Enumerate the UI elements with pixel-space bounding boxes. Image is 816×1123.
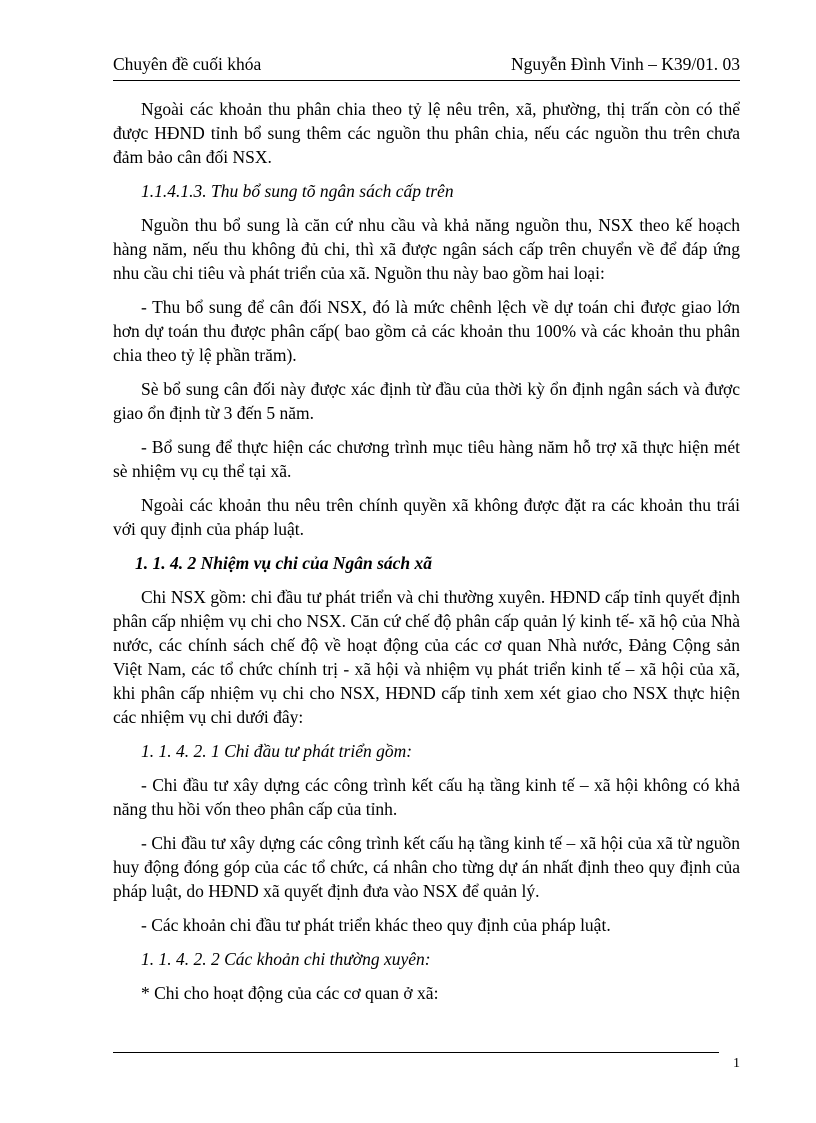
paragraph: Ngoài các khoản thu nêu trên chính quyền xã không được đặt ra các khoản thu trái với quy định của pháp luật. bbox=[113, 495, 740, 539]
section-heading: 1. 1. 4. 2. 1 Chi đầu tư phát triển gồm: bbox=[141, 741, 413, 761]
paragraph: - Các khoản chi đầu tư phát triển khác theo quy định của pháp luật. bbox=[141, 915, 611, 935]
paragraph: - Chi đầu tư xây dựng các công trình kết cấu hạ tầng kinh tế – xã hội không có khả năng thu hồi vốn theo phân cấp của tỉnh. bbox=[113, 775, 740, 819]
document-body bbox=[113, 97, 740, 1015]
paragraph: - Bổ sung để thực hiện các chương trình mục tiêu hàng năm hỗ trợ xã thực hiện mét sè nhiệm vụ cụ thể tại xã. bbox=[113, 437, 740, 481]
section-heading: 1.1.4.1.3. Thu bổ sung tõ ngân sách cấp trên bbox=[141, 181, 454, 201]
paragraph: * Chi cho hoạt động của các cơ quan ở xã: bbox=[141, 983, 439, 1003]
paragraph: Ngoài các khoản thu phân chia theo tỷ lệ nêu trên, xã, phường, thị trấn còn có thể được HĐND tỉnh bổ sung thêm các nguồn thu phân chia, nếu các nguồn thu trên chưa đảm bảo cân đối NSX. bbox=[113, 99, 740, 167]
page-number: 1 bbox=[733, 1056, 740, 1071]
section-heading: 1. 1. 4. 2. 2 Các khoản chi thường xuyên: bbox=[141, 949, 431, 969]
header-title: Chuyên đề cuối khóa bbox=[113, 54, 262, 74]
paragraph: - Thu bổ sung để cân đối NSX, đó là mức chênh lệch về dự toán chi được giao lớn hơn dự toán thu được phân cấp( bao gồm cả các khoản thu 100% và các khoản thu phân chia theo tỷ lệ phần trăm). bbox=[113, 297, 740, 365]
paragraph: Chi NSX gồm: chi đầu tư phát triển và chi thường xuyên. HĐND cấp tỉnh quyết định phân cấp nhiệm vụ chi cho NSX. Căn cứ chế độ phân cấp quản lý kinh tế- xã hộ của Nhà nước, các chính sách chế độ về hoạt động của các cơ quan Nhà nước, Đảng Cộng sản Việt Nam, các tổ chức chính trị - xã hội và nhiệm vụ phát triển kinh tế – xã hội của xã, khi phân cấp nhiệm vụ chi cho NSX, HĐND cấp tỉnh xem xét giao cho NSX thực hiện các nhiệm vụ chi dưới đây: bbox=[113, 587, 740, 727]
section-heading-bold: 1. 1. 4. 2 Nhiệm vụ chi của Ngân sách xã bbox=[135, 553, 433, 573]
paragraph: - Chi đầu tư xây dựng các công trình kết cấu hạ tầng kinh tế – xã hội của xã từ nguồn huy động đóng góp của các tổ chức, cá nhân cho từng dự án nhất định theo quy định của pháp luật, do HĐND xã quyết định đưa vào NSX để quản lý. bbox=[113, 833, 740, 901]
paragraph: Nguồn thu bổ sung là căn cứ nhu cầu và khả năng nguồn thu, NSX theo kế hoạch hàng năm, nếu thu không đủ chi, thì xã được ngân sách cấp trên chuyển về để đáp ứng nhu cầu chi tiêu và phát triển của xã. Nguồn thu này bao gồm hai loại: bbox=[113, 215, 740, 283]
footer-divider bbox=[113, 1052, 719, 1053]
page-header bbox=[113, 52, 740, 81]
header-author: Nguyễn Đình Vinh – K39/01. 03 bbox=[510, 54, 740, 74]
paragraph: Sè bổ sung cân đối này được xác định từ đầu của thời kỳ ổn định ngân sách và được giao ổn định từ 3 đến 5 năm. bbox=[113, 379, 740, 423]
